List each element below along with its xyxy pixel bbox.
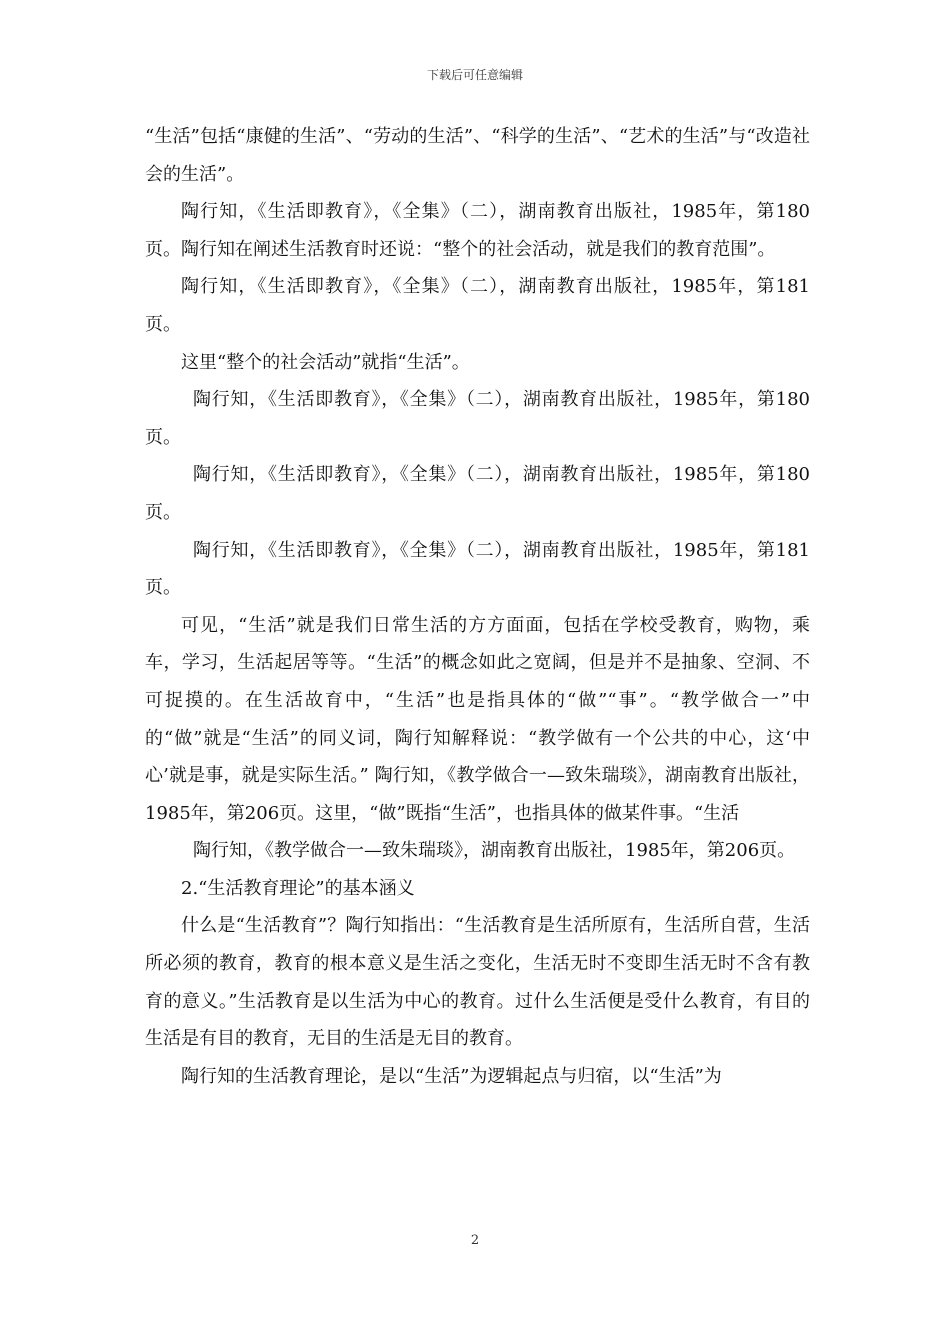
paragraph: 陶行知，《教学做合一—致朱瑞琰》，湖南教育出版社，1985年，第206页。 (193, 840, 796, 862)
paragraph: 陶行知的生活教育理论，是以“生活”为逻辑起点与归宿，以“生活”为 (181, 1065, 722, 1087)
page-header: 下载后可任意编辑 (426, 68, 523, 82)
paragraph: 这里“整个的社会活动”就指“生活”。 (181, 351, 470, 373)
paragraph: 陶行知，《生活即教育》，《全集》（二），湖南教育出版社，1985年，第180页。 (145, 464, 810, 523)
paragraph: “生活”包括“康健的生活”、“劳动的生活”、“科学的生活”、“艺术的生活”与“改造社会的生活”。 (145, 126, 810, 185)
paragraph: 陶行知，《生活即教育》，《全集》（二），湖南教育出版社，1985年，第180页。 (145, 389, 810, 448)
document-body (145, 118, 810, 1095)
paragraph: 什么是“生活教育”？陶行知指出：“生活教育是生活所原有，生活所自营，生活所必须的教育，教育的根本意义是生活之变化，生活无时不变即生活无时不含有教育的意义。”生活教育是以生活为中心的教育。过什么生活便是受什么教育，有目的生活是有目的教育，无目的生活是无目的教育。 (145, 915, 810, 1050)
section-heading: 2.“生活教育理论”的基本涵义 (181, 877, 415, 899)
paragraph: 可见，“生活”就是我们日常生活的方方面面，包括在学校受教育，购物，乘车，学习，生活起居等等。“生活”的概念如此之宽阔，但是并不是抽象、空洞、不可捉摸的。在生活故育中，“生活”也是指具体的“做”“事”。“教学做合一”中的“做”就是“生活”的同义词，陶行知解释说：“教学做有一个公共的中心，这‘中心’就是事，就是实际生活。” 陶行知，《教学做合一—致朱瑞琰》，湖南教育出版社，1985年，第206页。这里，“做”既指“生活”，也指具体的做某件事。“生活 (145, 614, 810, 824)
paragraph: 陶行知，《生活即教育》，《全集》（二），湖南教育出版社，1985年，第180页。陶行知在阐述生活教育时还说：“整个的社会活动，就是我们的教育范围”。 (145, 201, 810, 260)
page-number: 2 (470, 1233, 480, 1248)
paragraph: 陶行知，《生活即教育》，《全集》（二），湖南教育出版社，1985年，第181页。 (145, 276, 810, 335)
paragraph: 陶行知，《生活即教育》，《全集》（二），湖南教育出版社，1985年，第181页。 (145, 539, 810, 599)
